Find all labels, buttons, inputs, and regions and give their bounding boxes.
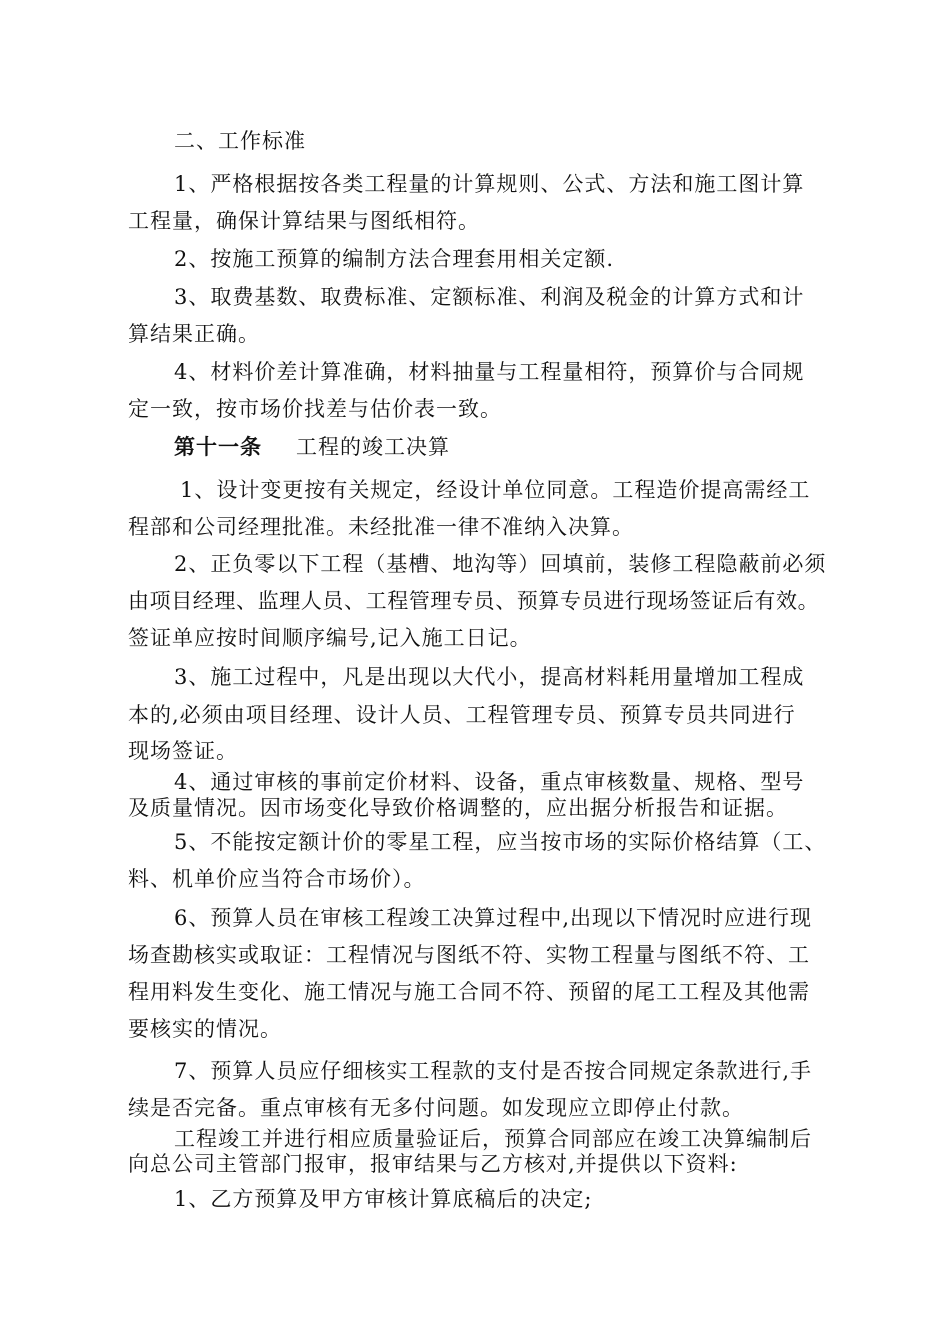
- settlement-item-2-line-3: 签证单应按时间顺序编号,记入施工日记。: [128, 626, 532, 650]
- standard-item-4-line-2: 定一致，按市场价找差与估价表一致。: [128, 397, 502, 421]
- settlement-item-4-line-1: 4、通过审核的事前定价材料、设备，重点审核数量、规格、型号: [174, 770, 805, 794]
- settlement-item-5-line-2: 料、机单价应当符合市场价）。: [128, 867, 426, 891]
- section-heading: 二、工作标准: [174, 129, 306, 153]
- standard-item-3-line-2: 算结果正确。: [128, 322, 260, 346]
- closing-paragraph-line-2: 向总公司主管部门报审，报审结果与乙方核对,并提供以下资料:: [128, 1152, 738, 1176]
- article-heading: [174, 434, 450, 460]
- settlement-item-1-line-1: 1、设计变更按有关规定，经设计单位同意。工程造价提高需经工: [180, 478, 811, 502]
- standard-item-1-line-2: 工程量，确保计算结果与图纸相符。: [128, 209, 480, 233]
- settlement-item-1-line-2: 程部和公司经理批准。未经批准一律不准纳入决算。: [128, 515, 634, 539]
- standard-item-1-line-1: 1、严格根据按各类工程量的计算规则、公式、方法和施工图计算: [174, 172, 805, 196]
- settlement-item-2-line-2: 由项目经理、监理人员、工程管理专员、预算专员进行现场签证后有效。: [128, 589, 820, 613]
- settlement-item-3-line-1: 3、施工过程中，凡是出现以大代小，提高材料耗用量增加工程成: [174, 665, 805, 689]
- article-title: 工程的竣工决算: [296, 435, 450, 459]
- article-label: 第十一条: [174, 434, 262, 459]
- settlement-item-2-line-1: 2、正负零以下工程（基槽、地沟等）回填前，装修工程隐蔽前必须: [174, 552, 827, 576]
- settlement-item-3-line-2: 本的,必须由项目经理、设计人员、工程管理专员、预算专员共同进行: [128, 703, 796, 727]
- settlement-item-7-line-1: 7、预算人员应仔细核实工程款的支付是否按合同规定条款进行,手: [174, 1059, 813, 1083]
- settlement-item-4-line-2: 及质量情况。因市场变化导致价格调整的，应出据分析报告和证据。: [128, 796, 788, 820]
- settlement-item-6-line-1: 6、预算人员在审核工程竣工决算过程中,出现以下情况时应进行现: [174, 906, 813, 930]
- settlement-item-6-line-4: 要核实的情况。: [128, 1017, 282, 1041]
- document-list-item-1: 1、乙方预算及甲方审核计算底稿后的决定;: [174, 1187, 593, 1211]
- standard-item-4-line-1: 4、材料价差计算准确，材料抽量与工程量相符，预算价与合同规: [174, 360, 805, 384]
- settlement-item-6-line-3: 程用料发生变化、施工情况与施工合同不符、预留的尾工工程及其他需: [128, 980, 810, 1004]
- standard-item-2: 2、按施工预算的编制方法合理套用相关定额.: [174, 247, 615, 271]
- standard-item-3-line-1: 3、取费基数、取费标准、定额标准、利润及税金的计算方式和计: [174, 285, 805, 309]
- settlement-item-6-line-2: 场查勘核实或取证：工程情况与图纸不符、实物工程量与图纸不符、工: [128, 943, 810, 967]
- settlement-item-5-line-1: 5、不能按定额计价的零星工程，应当按市场的实际价格结算（工、: [174, 830, 827, 854]
- settlement-item-7-line-2: 续是否完备。重点审核有无多付问题。如发现应立即停止付款。: [128, 1096, 744, 1120]
- closing-paragraph-line-1: 工程竣工并进行相应质量验证后，预算合同部应在竣工决算编制后: [174, 1127, 812, 1151]
- settlement-item-3-line-3: 现场签证。: [128, 739, 238, 763]
